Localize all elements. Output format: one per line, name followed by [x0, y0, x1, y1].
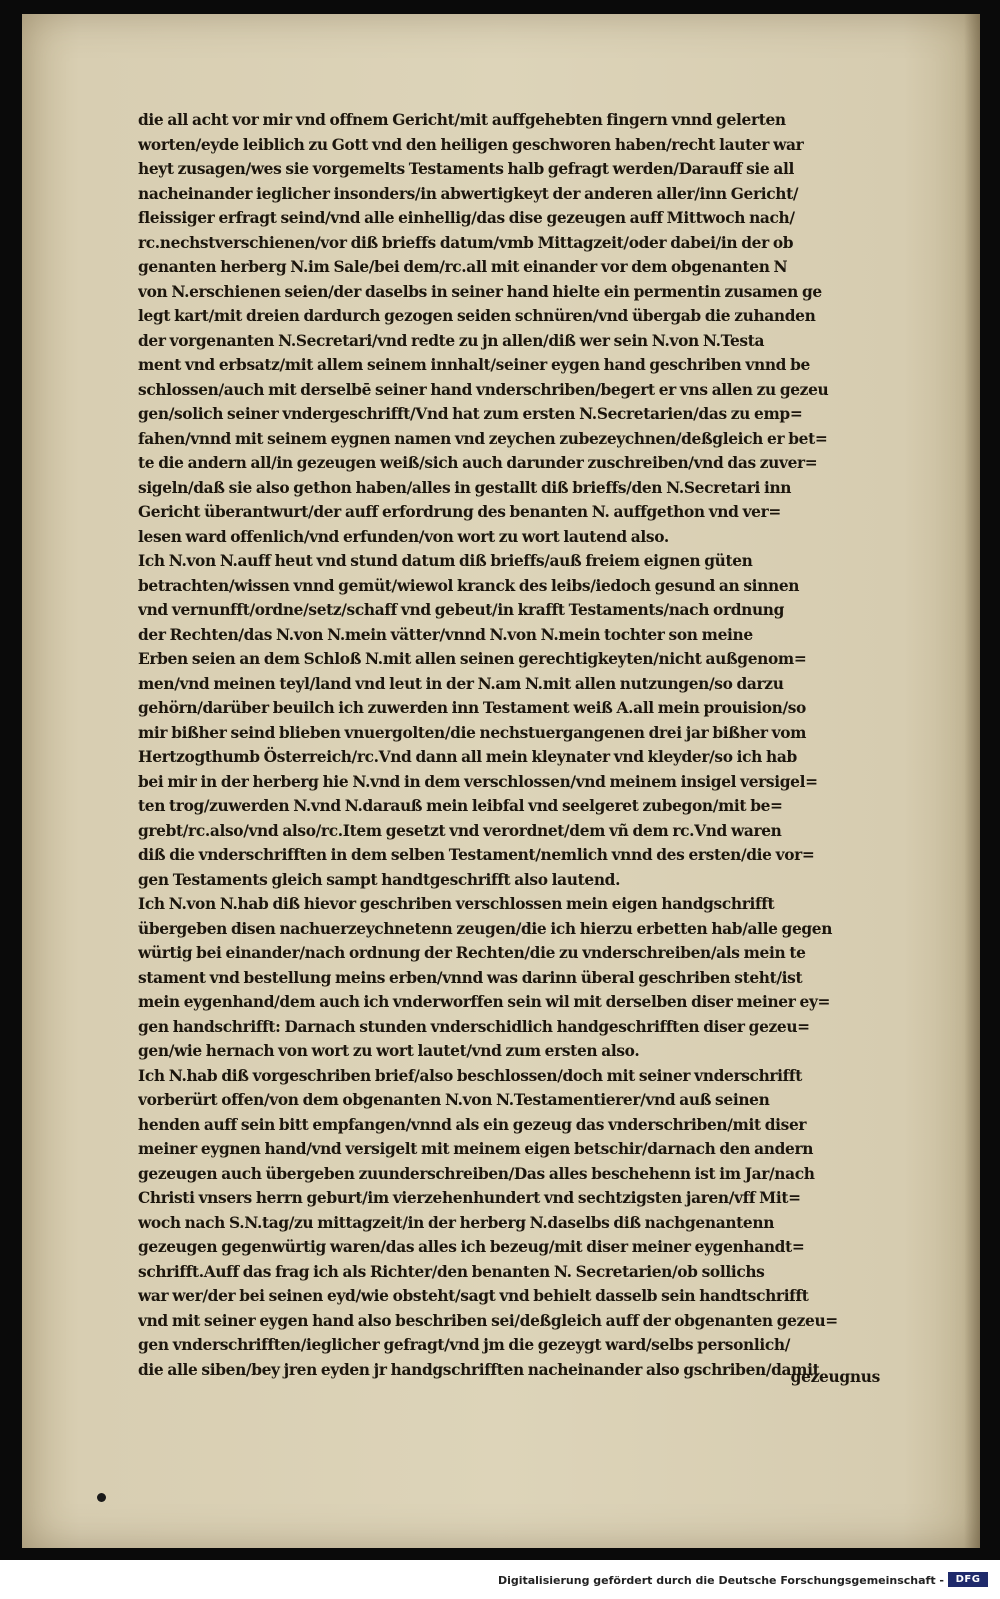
- text-line: Erben seien an dem Schloß N.mit allen seinen gerechtigkeyten/nicht außgenom=: [138, 650, 807, 668]
- text-line: woch nach S.N.tag/zu mittagzeit/in der herberg N.daselbs diß nachgenantenn: [138, 1213, 775, 1232]
- text-line: te die andern all/in gezeugen weiß/sich auch darunder zuschreiben/vnd das zuver=: [138, 454, 818, 472]
- text-line: vorberürt offen/von dem obgenanten N.von N.Testamentierer/vnd auß seinen: [138, 1091, 770, 1109]
- text-line: war wer/der bei seinen eyd/wie obsteht/sagt vnd behielt dasselb sein handtschrifft: [138, 1287, 809, 1305]
- dfg-logo: DFG: [948, 1572, 988, 1587]
- text-line: meiner eygnen hand/vnd versigelt mit meinem eigen betschir/darnach den andern: [138, 1140, 814, 1158]
- text-line: sigeln/daß sie also gethon haben/alles in gestallt diß brieffs/den N.Secretari inn: [138, 478, 792, 497]
- text-line: worten/eyde leiblich zu Gott vnd den heiligen geschworen haben/recht lauter war: [138, 135, 804, 154]
- text-line: fahen/vnnd mit seinem eygnen namen vnd zeychen zubezeychnen/deßgleich er bet=: [138, 429, 828, 448]
- catchword: gezeugnus: [790, 1368, 880, 1386]
- text-line: lesen ward offenlich/vnd erfunden/von wort zu wort lautend also.: [138, 527, 669, 546]
- text-line: Hertzogthumb Österreich/rc.Vnd dann all mein kleynater vnd kleyder/so ich hab: [138, 748, 797, 766]
- text-line: gen/solich seiner vndergeschrifft/Vnd hat zum ersten N.Secretarien/das zu emp=: [138, 405, 803, 423]
- text-line: vnd vernunfft/ordne/setz/schaff vnd gebeut/in krafft Testaments/nach ordnung: [138, 601, 785, 619]
- text-line: stament vnd bestellung meins erben/vnnd was darinn überal geschriben steht/ist: [138, 968, 803, 987]
- text-line: diß die vnderschrifften in dem selben Testament/nemlich vnnd des ersten/die vor=: [138, 846, 815, 864]
- text-line: grebt/rc.also/vnd also/rc.Item gesetzt vnd verordnet/dem vñ dem rc.Vnd waren: [138, 821, 782, 840]
- text-line: gen handschrifft: Darnach stunden vnderschidlich handgeschrifften diser gezeu=: [138, 1017, 810, 1036]
- margin-dot-mark: [97, 1493, 106, 1502]
- text-line: fleissiger erfragt seind/vnd alle einhellig/das dise gezeugen auff Mittwoch nach/: [138, 209, 795, 227]
- text-line: Ich N.von N.hab diß hievor geschriben verschlossen mein eigen handgschrifft: [138, 895, 775, 913]
- text-line: betrachten/wissen vnnd gemüt/wiewol kranck des leibs/iedoch gesund an sinnen: [138, 576, 800, 595]
- text-line: legt kart/mit dreien dardurch gezogen seiden schnüren/vnd übergab die zuhanden: [138, 307, 816, 325]
- text-line: gehörn/darüber beuilch ich zuwerden inn Testament weiß A.all mein prouision/so: [138, 699, 806, 717]
- text-line: die all acht vor mir vnd offnem Gericht/mit auffgehebten fingern vnnd gelerten: [138, 111, 786, 129]
- text-line: men/vnd meinen teyl/land vnd leut in der N.am N.mit allen nutzungen/so darzu: [138, 674, 784, 693]
- text-line: Christi vnsers herrn geburt/im vierzehenhundert vnd sechtzigsten jaren/vff Mit=: [138, 1189, 801, 1207]
- text-line: rc.nechstverschienen/vor diß brieffs datum/vmb Mittagzeit/oder dabei/in der ob: [138, 233, 794, 252]
- text-line: Ich N.hab diß vorgeschriben brief/also beschlossen/doch mit seiner vnderschrifft: [138, 1066, 802, 1085]
- text-line: henden auff sein bitt empfangen/vnnd als ein gezeug das vnderschriben/mit diser: [138, 1115, 807, 1134]
- text-line: würtig bei einander/nach ordnung der Rechten/die zu vnderschreiben/als mein te: [138, 944, 806, 962]
- text-line: gen Testaments gleich sampt handtgeschrifft also lautend.: [138, 870, 621, 889]
- text-line: bei mir in der herberg hie N.vnd in dem verschlossen/vnd meinem insigel versigel=: [138, 772, 818, 791]
- text-line: Ich N.von N.auff heut vnd stund datum diß brieffs/auß freiem eignen güten: [138, 552, 753, 570]
- text-line: schrifft.Auff das frag ich als Richter/den benanten N. Secretarien/ob sollichs: [138, 1262, 765, 1281]
- footer-bar: [0, 1560, 1000, 1599]
- text-line: vnd mit seiner eygen hand also beschriben sei/deßgleich auff der obgenanten gezeu=: [138, 1311, 838, 1330]
- page-edge-shadow: [964, 14, 980, 1548]
- text-line: der vorgenanten N.Secretari/vnd redte zu jn allen/diß wer sein N.von N.Testa: [138, 331, 765, 350]
- text-line: die alle siben/bey jren eyden jr handgschrifften nacheinander also gschriben/damit: [138, 1360, 820, 1379]
- text-line: von N.erschienen seien/der daselbs in seiner hand hielte ein permentin zusamen ge: [138, 282, 822, 301]
- text-line: nacheinander ieglicher insonders/in abwertigkeyt der anderen aller/inn Gericht/: [138, 184, 799, 203]
- text-line: ment vnd erbsatz/mit allem seinem innhalt/seiner eygen hand geschriben vnnd be: [138, 356, 810, 374]
- text-line: gen/wie hernach von wort zu wort lautet/vnd zum ersten also.: [138, 1042, 640, 1060]
- text-line: gezeugen auch übergeben zuunderschreiben/Das alles beschehenn ist im Jar/nach: [138, 1164, 815, 1183]
- text-line: der Rechten/das N.von N.mein vätter/vnnd N.von N.mein tochter son meine: [138, 625, 753, 644]
- body-text: [138, 108, 874, 1382]
- text-line: genanten herberg N.im Sale/bei dem/rc.all mit einander vor dem obgenanten N: [138, 258, 788, 276]
- text-line: heyt zusagen/wes sie vorgemelts Testaments halb gefragt werden/Darauff sie all: [138, 160, 794, 178]
- text-line: gen vnderschrifften/ieglicher gefragt/vnd jm die gezeygt ward/selbs personlich/: [138, 1336, 790, 1354]
- text-line: übergeben disen nachuerzeychnetenn zeugen/die ich hierzu erbetten hab/alle gegen: [138, 919, 833, 938]
- text-line: schlossen/auch mit derselbē seiner hand vnderschriben/begert er vns allen zu gezeu: [138, 380, 829, 399]
- funding-credit: Digitalisierung gefördert durch die Deutsche Forschungsgemeinschaft -: [497, 1574, 944, 1587]
- text-line: mir bißher seind blieben vnuergolten/die nechstuergangenen drei jar bißher vom: [138, 723, 807, 742]
- text-line: Gericht überantwurt/der auff erfordrung des benanten N. auffgethon vnd ver=: [138, 503, 781, 521]
- text-line: ten trog/zuwerden N.vnd N.darauß mein leibfal vnd seelgeret zubegon/mit be=: [138, 797, 783, 815]
- text-line: gezeugen gegenwürtig waren/das alles ich bezeug/mit diser meiner eygenhandt=: [138, 1238, 805, 1256]
- text-line: mein eygenhand/dem auch ich vnderworffen sein wil mit derselben diser meiner ey=: [138, 993, 831, 1011]
